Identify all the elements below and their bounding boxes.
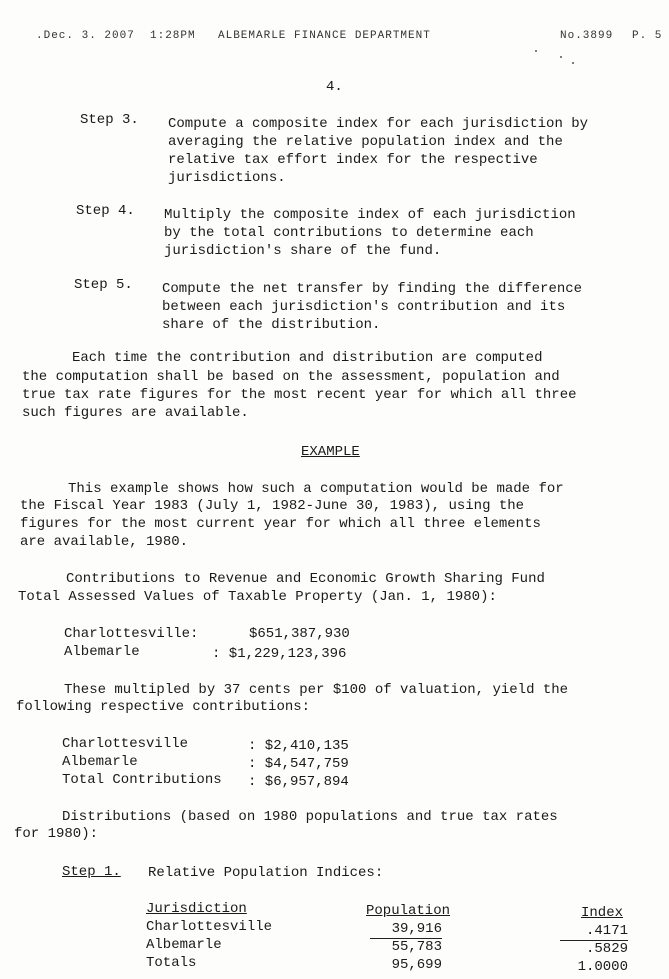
paragraph-3-line-2: Total Assessed Values of Taxable Property (Jan. 1, 1980): bbox=[18, 589, 497, 605]
table-cell-jurisdiction: Charlottesville bbox=[146, 919, 273, 935]
fax-time: 1:28PM bbox=[150, 30, 196, 42]
table-cell-index: 1.0000 bbox=[577, 959, 628, 975]
page-number: 4. bbox=[326, 79, 343, 95]
paragraph-2-line-1: This example shows how such a computation would be made for bbox=[68, 481, 564, 497]
step-5-label: Step 5. bbox=[74, 277, 133, 293]
paragraph-2-line-2: the Fiscal Year 1983 (July 1, 1982-June 30, 1983), using the bbox=[20, 498, 525, 514]
paragraph-1-line-2: the computation shall be based on the assessment, population and bbox=[22, 369, 560, 385]
table-header-jurisdiction: Jurisdiction bbox=[146, 901, 247, 917]
contribution-name-total: Total Contributions bbox=[62, 772, 222, 788]
paragraph-4-line-1: These multipled by 37 cents per $100 of valuation, yield the bbox=[64, 682, 569, 698]
assessed-name-charlottesville: Charlottesville: bbox=[64, 626, 199, 642]
paragraph-3-line-1: Contributions to Revenue and Economic Growth Sharing Fund bbox=[66, 571, 545, 587]
paragraph-2-line-3: figures for the most current year for which all three elements bbox=[20, 516, 541, 532]
fax-page: P. 5 bbox=[632, 30, 663, 42]
step-1-title: Relative Population Indices: bbox=[148, 865, 384, 881]
contribution-value-total: : $6,957,894 bbox=[248, 774, 349, 790]
paragraph-5-line-2: for 1980): bbox=[14, 826, 99, 842]
paragraph-4-line-2: following respective contributions: bbox=[16, 699, 311, 715]
step-3-text: Compute a composite index for each jurisdiction by averaging the relative population index and the relative tax effort index for the respective jurisdictions. bbox=[168, 116, 589, 186]
table-cell-population: 95,699 bbox=[391, 957, 442, 973]
step-4-label: Step 4. bbox=[76, 203, 135, 219]
paragraph-2-line-4: are available, 1980. bbox=[20, 534, 189, 550]
fax-number: No.3899 bbox=[560, 30, 614, 42]
table-header-index: Index bbox=[581, 905, 624, 921]
table-header-population: Population bbox=[366, 903, 451, 919]
table-cell-index: .5829 bbox=[585, 941, 628, 957]
step-5-text: Compute the net transfer by finding the difference between each jurisdiction's contribution and its share of the distribution. bbox=[162, 281, 583, 333]
contribution-name-charlottesville: Charlottesville bbox=[62, 736, 189, 752]
table-cell-population: 55,783 bbox=[391, 939, 442, 955]
contribution-value-albemarle: : $4,547,759 bbox=[248, 756, 349, 772]
assessed-value-charlottesville: $651,387,930 bbox=[249, 626, 350, 642]
table-cell-jurisdiction: Albemarle bbox=[146, 937, 222, 953]
assessed-value-albemarle: : $1,229,123,396 bbox=[212, 646, 347, 662]
fax-date: .Dec. 3. 2007 bbox=[36, 30, 135, 42]
paragraph-1-line-4: such figures are available. bbox=[22, 405, 249, 421]
contribution-name-albemarle: Albemarle bbox=[62, 754, 138, 770]
paragraph-5-line-1: Distributions (based on 1980 populations and true tax rates bbox=[62, 809, 558, 825]
step-1-label: Step 1. bbox=[62, 864, 121, 880]
step-3-label: Step 3. bbox=[80, 112, 139, 128]
fax-department: ALBEMARLE FINANCE DEPARTMENT bbox=[218, 30, 431, 42]
paragraph-1-line-3: true tax rate figures for the most recent year for which all three bbox=[22, 387, 577, 403]
table-cell-index: .4171 bbox=[560, 922, 628, 941]
table-cell-population: 39,916 bbox=[370, 920, 442, 939]
contribution-value-charlottesville: : $2,410,135 bbox=[248, 738, 349, 754]
example-heading: EXAMPLE bbox=[301, 444, 360, 460]
table-cell-jurisdiction: Totals bbox=[146, 955, 197, 971]
paragraph-1-line-1: Each time the contribution and distribution are computed bbox=[72, 350, 543, 366]
assessed-name-albemarle: Albemarle bbox=[64, 644, 140, 660]
step-4-text: Multiply the composite index of each jurisdiction by the total contributions to determine each jurisdiction's share of the fund. bbox=[164, 207, 576, 259]
